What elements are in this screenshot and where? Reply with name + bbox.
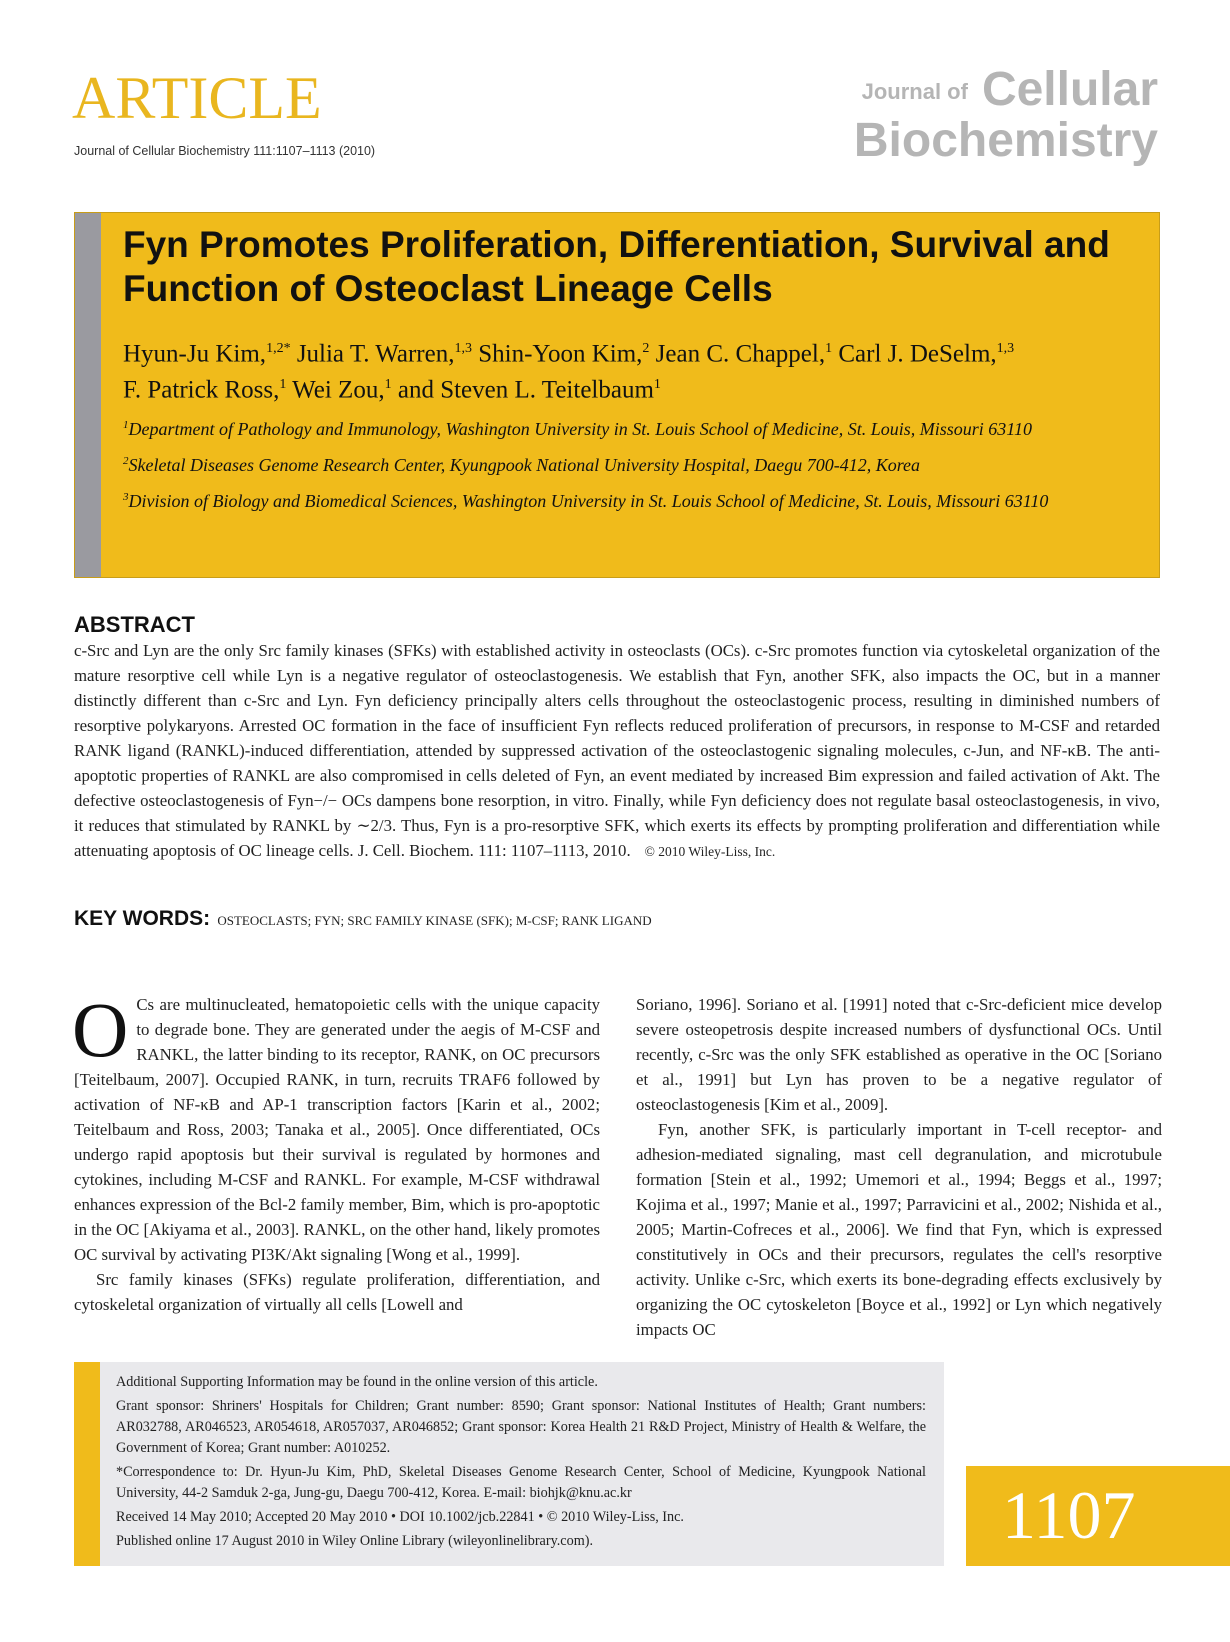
page-number-box <box>966 1466 1230 1566</box>
author: Julia T. Warren, <box>296 340 455 368</box>
author: Jean C. Chappel, <box>655 340 826 368</box>
affiliation-number: 3 <box>123 490 129 503</box>
body-column-left <box>72 986 600 1317</box>
abstract-copyright: © 2010 Wiley-Liss, Inc. <box>644 844 776 859</box>
keywords <box>74 907 652 931</box>
title-block-sidebar <box>75 213 101 577</box>
page-number: 1107 <box>1002 1477 1136 1553</box>
correspondence-info: *Correspondence to: Dr. Hyun-Ju Kim, PhD, Skeletal Diseases Genome Research Center, School of Medicine, Kyungpook National University, 44-2 Samduk 2-ga, Jung-gu, Daegu 700-412, Korea. E-mail: biohjk@knu.ac.kr <box>116 1464 926 1501</box>
journal-logo-word2: Biochemistry <box>853 114 1158 167</box>
author-affiliation-mark: 1 <box>384 377 392 393</box>
keywords-heading: KEY WORDS: <box>74 907 211 930</box>
journal-logo <box>853 63 1158 167</box>
article-title: Fyn Promotes Proliferation, Differentiation, Survival and Function of Osteoclast Lineage Cells <box>123 224 1110 309</box>
author-list <box>123 333 1139 406</box>
author: Shin-Yoon Kim, <box>478 340 643 368</box>
affiliation-text: Department of Pathology and Immunology, Washington University in St. Louis School of Medicine, St. Louis, Missouri 63110 <box>128 418 1032 439</box>
affiliation-text: Skeletal Diseases Genome Research Center, Kyungpook National University Hospital, Daegu 700-412, Korea <box>128 454 921 475</box>
affiliation-text: Division of Biology and Biomedical Sciences, Washington University in St. Louis School of Medicine, St. Louis, Missouri 63110 <box>128 490 1049 511</box>
affiliation <box>123 412 1139 442</box>
title-block <box>74 212 1160 578</box>
author: Hyun-Ju Kim, <box>123 340 267 368</box>
journal-citation: Journal of Cellular Biochemistry 111:1107–1113 (2010) <box>74 144 376 158</box>
received-accepted-doi: Received 14 May 2010; Accepted 20 May 2010 • DOI 10.1002/jcb.22841 • © 2010 Wiley-Liss, Inc. <box>116 1509 684 1525</box>
author-affiliation-mark: 1,3 <box>454 341 472 356</box>
supporting-info-note: Additional Supporting Information may be found in the online version of this article. <box>116 1374 598 1390</box>
author: Carl J. DeSelm, <box>838 340 997 368</box>
grant-info: Grant sponsor: Shriners' Hospitals for Children; Grant number: 8590; Grant sponsor: National Institutes of Health; Grant numbers: AR032788, AR046523, AR054618, AR057037, AR046852; Grant sponsor: Korea Health 21 R&D Project, Ministry of Health & Welfare, the Government of Korea; Grant number: A010252. <box>116 1398 926 1456</box>
footnote-box <box>74 1362 944 1566</box>
body-column-right <box>636 992 1162 1342</box>
abstract-text: c-Src and Lyn are the only Src family kinases (SFKs) with established activity in osteoclasts (OCs). c-Src promotes function via cytoskeletal organization of the mature resorptive cell while Lyn is a negative regulator of osteoclastogenesis. We establish that Fyn, another SFK, also impacts the OC, but in a manner distinctly different than c-Src and Lyn. Fyn deficiency principally alters cells throughout the osteoclastogenic process, resulting in diminished numbers of resorptive polykaryons. Arrested OC formation in the face of insufficient Fyn reflects reduced proliferation of precursors, in response to M-CSF and retarded RANK ligand (RANKL)-induced differentiation, attended by suppressed activation of the osteoclastogenic signaling molecules, c-Jun, and NF-κB. The anti-apoptotic properties of RANKL are also compromised in cells deleted of Fyn, an event mediated by increased Bim expression and failed activation of Akt. The defective osteoclastogenesis of Fyn−/− OCs dampens bone resorption, in vitro. Finally, while Fyn deficiency does not regulate basal osteoclastogenesis, in vivo, it reduces that stimulated by RANKL by ∼2/3. Thus, Fyn is a pro-resorptive SFK, which exerts its effects by prompting proliferation and differentiation while attenuating apoptosis of OC lineage cells. J. Cell. Biochem. 111: 1107–1113, 2010. <box>74 641 1160 860</box>
affiliation-number: 1 <box>123 418 129 431</box>
article-label: ARTICLE <box>72 65 322 131</box>
footnote-box-sidebar <box>74 1362 100 1566</box>
affiliation <box>123 448 1139 478</box>
author: Wei Zou, <box>292 376 385 404</box>
author-affiliation-mark: 2 <box>642 341 650 356</box>
journal-logo-small: Journal of <box>861 79 968 104</box>
published-online: Published online 17 August 2010 in Wiley Online Library (wileyonlinelibrary.com). <box>116 1533 593 1549</box>
author: and Steven L. Teitelbaum <box>397 376 654 404</box>
author-affiliation-mark: 1,3 <box>996 341 1015 356</box>
author: F. Patrick Ross, <box>123 376 280 404</box>
journal-logo-word1: Cellular <box>981 63 1158 116</box>
affiliation <box>123 484 1139 514</box>
author-affiliation-mark: 1 <box>279 377 287 393</box>
body-paragraph: Src family kinases (SFKs) regulate proliferation, differentiation, and cytoskeletal organization of virtually all cells [Lowell and <box>74 1270 600 1314</box>
body-paragraph: Fyn, another SFK, is particularly important in T-cell receptor- and adhesion-mediated signaling, mast cell degranulation, and microtubule formation [Stein et al., 1992; Umemori et al., 1994; Beggs et al., 1997; Kojima et al., 1997; Manie et al., 1997; Parravicini et al., 2002; Nishida et al., 2005; Martin-Cofreces et al., 2006]. We find that Fyn, which is expressed constitutively in OCs and their precursors, regulates the cell's resorptive activity. Unlike c-Src, which exerts its bone-degrading effects exclusively by organizing the OC cytoskeleton [Boyce et al., 1992] or Lyn which negatively impacts OC <box>636 1120 1162 1339</box>
abstract-heading: ABSTRACT <box>74 612 195 637</box>
author-affiliation-mark: 1,2* <box>266 341 291 356</box>
affiliation-number: 2 <box>123 454 129 467</box>
body-paragraph: Soriano, 1996]. Soriano et al. [1991] noted that c-Src-deficient mice develop severe osteopetrosis despite increased numbers of dysfunctional OCs. Until recently, c-Src was the only SFK established as operative in the OC [Soriano et al., 1991] but Lyn has proven to be a negative regulator of osteoclastogenesis [Kim et al., 2009]. <box>636 995 1162 1114</box>
author-affiliation-mark: 1 <box>653 377 661 393</box>
abstract-body <box>74 638 1160 864</box>
drop-cap: O <box>72 986 129 1073</box>
author-affiliation-mark: 1 <box>825 341 833 356</box>
body-paragraph: Cs are multinucleated, hematopoietic cells with the unique capacity to degrade bone. They are generated under the aegis of M-CSF and RANKL, the latter binding to its receptor, RANK, on OC precursors [Teitelbaum, 2007]. Occupied RANK, in turn, recruits TRAF6 followed by activation of NF-κB and AP-1 transcription factors [Karin et al., 2002; Teitelbaum and Ross, 2003; Tanaka et al., 2005]. Once differentiated, OCs undergo rapid apoptosis but their survival is regulated by hormones and cytokines, including M-CSF and RANKL. For example, M-CSF withdrawal enhances expression of the Bcl-2 family member, Bim, which is pro-apoptotic in the OC [Akiyama et al., 2003]. RANKL, on the other hand, likely promotes OC survival by activating PI3K/Akt signaling [Wong et al., 1999]. <box>74 995 600 1264</box>
keywords-list: OSTEOCLASTS; FYN; SRC FAMILY KINASE (SFK); M-CSF; RANK LIGAND <box>217 913 652 928</box>
